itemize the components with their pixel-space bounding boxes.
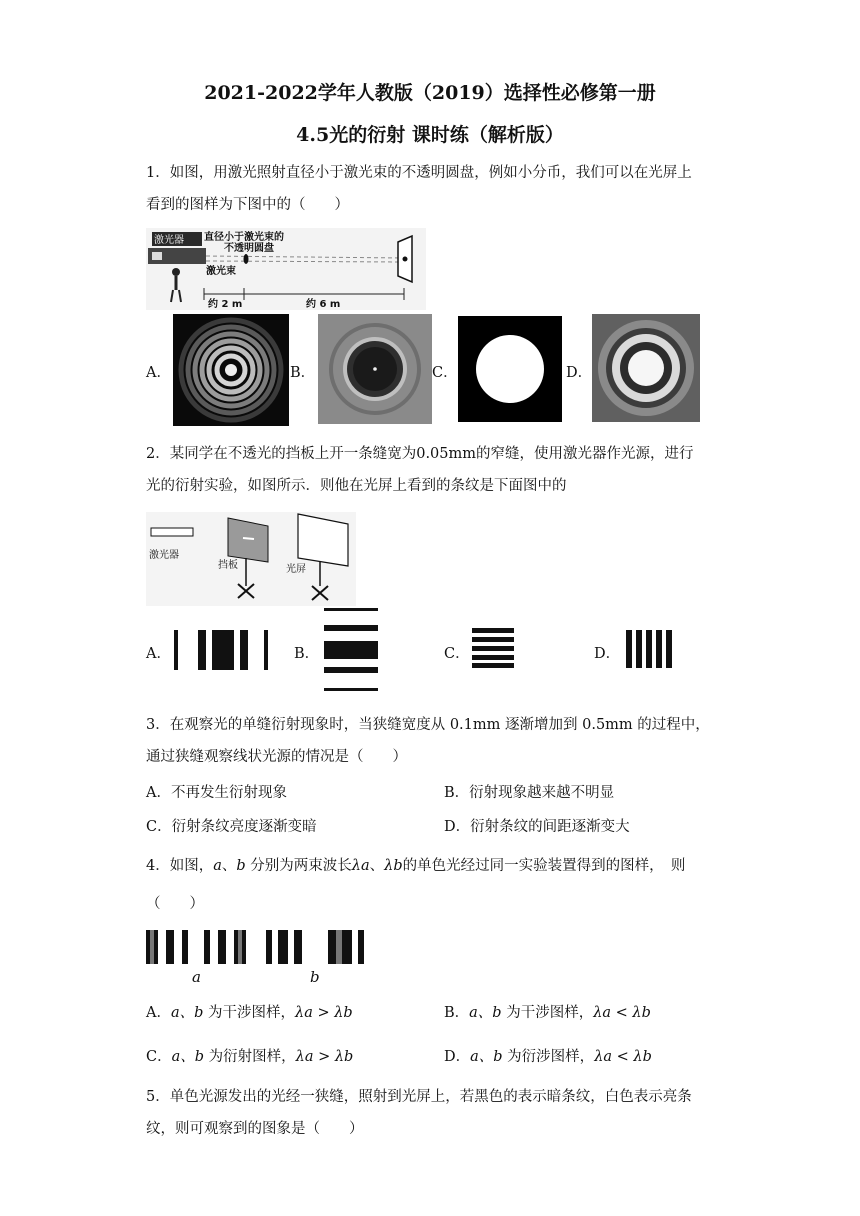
q2-option-a-image <box>174 630 270 670</box>
q1-option-a-label: A． <box>146 365 171 381</box>
q2-option-b-label: B． <box>294 646 320 662</box>
q1-option-c-image <box>458 316 562 422</box>
q4-choice-a-text: 为干涉图样， <box>203 1005 296 1021</box>
q4-choice-d-text: 为衍涉图样， <box>502 1049 595 1065</box>
q2-option-c-label: C． <box>444 646 470 662</box>
q4-choice-b-relation: λa < λb <box>593 1005 651 1021</box>
q4-text-part2: 分别为两束波长 <box>245 858 352 874</box>
q3-text-line2: 通过狭缝观察线状光源的情况是（ ） <box>146 749 407 765</box>
q3-choice-b: B．衍射现象越来越不明显 <box>444 785 615 801</box>
q2-setup-figure <box>146 512 356 606</box>
q4-choice-c-prefix: C． <box>146 1049 172 1065</box>
q1-option-a-image <box>173 314 289 426</box>
q4-choice-c-vars: a、b <box>171 1049 205 1065</box>
q3-choice-d: D．衍射条纹的间距逐渐变大 <box>444 819 630 835</box>
q1-text-line1: 1．如图，用激光照射直径小于激光束的不透明圆盘，例如小分币，我们可以在光屏上 <box>146 165 692 181</box>
q4-choice-c-relation: λa > λb <box>295 1049 354 1065</box>
q2-fig-laser-label: 激光器 <box>149 550 179 561</box>
q4-fig-label-b: b <box>310 968 320 986</box>
q1-option-d-label: D． <box>566 365 593 381</box>
q2-option-d-label: D． <box>594 646 621 662</box>
q3-text-line1: 3．在观察光的单缝衍射现象时，当狭缝宽度从 0.1mm 逐渐增加到 0.5mm 的过程中， <box>146 717 710 733</box>
q4-choice-a-prefix: A． <box>146 1005 171 1021</box>
q4-lambda-b: λb <box>384 858 403 874</box>
q2-fig-screen-label: 光屏 <box>286 564 306 575</box>
q4-pattern-b <box>266 930 364 964</box>
laser-box <box>151 528 193 536</box>
q2-text-line1: 2．某同学在不透光的挡板上开一条缝宽为0.05mm的窄缝，使用激光器作光源，进行 <box>146 446 694 462</box>
q4-pattern-a <box>146 930 246 964</box>
q2-fig-barrier-label: 挡板 <box>218 560 238 571</box>
q4-choice-c-text: 为衍射图样， <box>204 1049 296 1065</box>
q1-option-b-image <box>318 314 432 424</box>
q2-option-a-label: A． <box>146 646 171 662</box>
barrier-plate <box>228 518 268 562</box>
q1-fig-beam-label: 激光束 <box>206 266 236 277</box>
q1-fig-laser-label: 激光器 <box>154 235 184 246</box>
q1-setup-figure <box>146 228 426 310</box>
q4-choice-b <box>444 1003 651 1023</box>
q2-option-b-image <box>324 608 378 692</box>
q5-text-line2: 纹，则可观察到的图象是（ ） <box>146 1121 364 1137</box>
q2-option-d-image <box>626 630 674 668</box>
q4-text-line2: （ ） <box>146 896 204 912</box>
operator-head <box>172 268 180 276</box>
q4-choice-b-prefix: B． <box>444 1005 470 1021</box>
q1-option-d-image <box>592 314 700 422</box>
q1-fig-disk-label1: 直径小于激光束的 <box>204 232 284 243</box>
q4-choice-b-vars: a、b <box>469 1005 502 1021</box>
q4-choice-a <box>146 1003 353 1023</box>
q4-text-part3: 的单色光经过同一实验装置得到的图样， 则 <box>402 858 686 874</box>
q2-option-c-image <box>472 628 514 668</box>
q4-sep1: 、 <box>221 858 237 874</box>
document-subtitle: 4.5光的衍射 课时练（解析版） <box>296 124 564 146</box>
q4-choice-a-relation: λa > λb <box>295 1005 353 1021</box>
q4-choice-d-vars: a、b <box>470 1049 503 1065</box>
q4-choice-b-text: 为干涉图样， <box>501 1005 594 1021</box>
q1-fig-dist2: 约 6 m <box>306 299 341 310</box>
q4-var-b: b <box>236 858 246 874</box>
q4-lambda-a: λa <box>351 858 370 874</box>
q4-text-line1 <box>146 856 685 876</box>
q4-choice-d-relation: λa < λb <box>594 1049 652 1065</box>
document-title: 2021-2022学年人教版（2019）选择性必修第一册 <box>204 82 656 104</box>
q4-text-part1: 4．如图， <box>146 858 214 874</box>
q4-choice-d-prefix: D． <box>444 1049 471 1065</box>
q1-option-c-label: C． <box>432 365 458 381</box>
q4-choice-c <box>146 1047 353 1067</box>
q4-fig-label-a: a <box>192 968 201 986</box>
q4-sep2: 、 <box>369 858 385 874</box>
q2-text-line2: 光的衍射实验，如图所示．则他在光屏上看到的条纹是下面图中的 <box>146 478 567 494</box>
q4-choice-a-vars: a、b <box>170 1005 204 1021</box>
q1-option-b-label: B． <box>290 365 316 381</box>
q3-choice-c: C．衍射条纹亮度逐渐变暗 <box>146 819 317 835</box>
narrow-slit <box>243 538 254 539</box>
q5-text-line1: 5．单色光源发出的光经一狭缝，照射到光屏上，若黑色的表示暗条纹，白色表示亮条 <box>146 1089 692 1105</box>
q1-fig-disk-label2: 不透明圆盘 <box>224 243 274 254</box>
q3-choice-a: A．不再发生衍射现象 <box>146 785 287 801</box>
q1-fig-dist1: 约 2 m <box>208 299 243 310</box>
q4-var-a: a <box>213 858 222 874</box>
q4-choice-d <box>444 1047 652 1067</box>
opaque-disk <box>244 254 249 264</box>
q1-text-line2: 看到的图样为下图中的（ ） <box>146 197 349 213</box>
